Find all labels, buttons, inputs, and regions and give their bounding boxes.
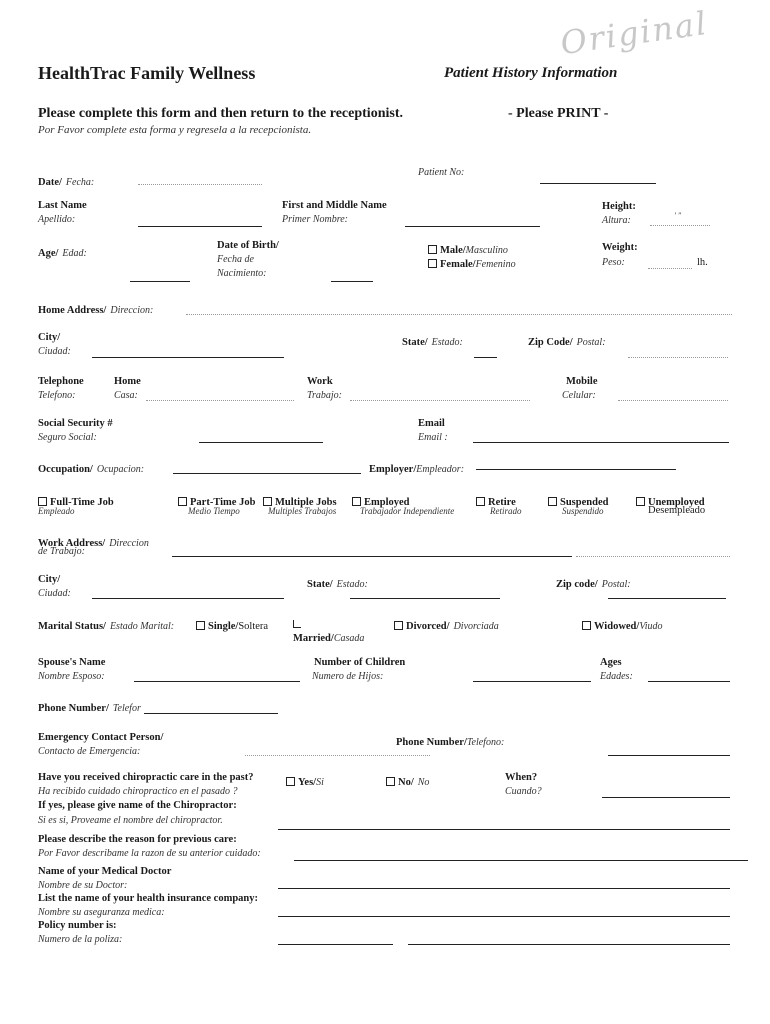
work-state-label: State/ Estado: (307, 579, 368, 590)
divorced-checkbox[interactable] (394, 621, 403, 630)
marital-single[interactable]: Single/Soltera (196, 616, 268, 634)
widowed-checkbox[interactable] (582, 621, 591, 630)
ssn-field[interactable] (199, 442, 323, 443)
doctor-label-es: Nombre de su Doctor: (38, 880, 128, 891)
employment-self-employed-es: Trabajador Independiente (360, 506, 455, 516)
first-name-label: First and Middle Name (282, 200, 387, 211)
chiro-yes-checkbox[interactable] (286, 777, 295, 786)
occupation-field[interactable] (173, 473, 361, 474)
work-city-field[interactable] (92, 598, 284, 599)
weight-unit: lh. (697, 257, 708, 268)
work-phone-field[interactable] (350, 400, 530, 401)
work-address-label: Work Address/ Direccion (38, 538, 149, 549)
children-field[interactable] (473, 681, 591, 682)
employment-retire[interactable]: Retire (476, 492, 516, 510)
patient-no-field[interactable] (540, 183, 656, 184)
insurance-field[interactable] (278, 916, 730, 917)
emergency-contact-label-es: Contacto de Emergencia: (38, 746, 141, 757)
clinic-name: HealthTrac Family Wellness (38, 63, 256, 83)
height-field[interactable] (650, 225, 710, 226)
chiro-when-field[interactable] (602, 797, 730, 798)
insurance-label: List the name of your health insurance company: (38, 893, 259, 904)
date-field[interactable] (138, 184, 262, 185)
instruction-es: Por Favor complete esta forma y regresela a la recepcionista. (38, 124, 312, 136)
children-label: Number of Children (314, 657, 406, 668)
work-phone-label-es: Trabajo: (307, 390, 343, 401)
insurance-label-es: Nombre su aseguranza medica: (38, 907, 165, 918)
employment-part-time[interactable]: Part-Time Job (178, 492, 255, 510)
mobile-label-es: Celular: (562, 390, 596, 401)
employment-unemployed-es: Desempleado (648, 505, 706, 516)
work-state-field[interactable] (350, 598, 500, 599)
occupation-label: Occupation/ Ocupacion: (38, 464, 145, 475)
emergency-contact-label: Emergency Contact Person/ (38, 732, 164, 743)
work-city-label-es: Ciudad: (38, 588, 71, 599)
work-address-label-es: de Trabajo: (38, 546, 85, 557)
dob-label: Date of Birth/ (217, 240, 279, 251)
age-field[interactable] (130, 281, 190, 282)
phone-number-field[interactable] (144, 713, 278, 714)
married-checkbox[interactable] (293, 620, 301, 628)
patient-no-label: Patient No: (418, 167, 465, 178)
zip-label: Zip Code/ Postal: (528, 337, 606, 348)
age-label: Age/ Edad: (38, 248, 87, 259)
chiro-reason-field[interactable] (294, 860, 748, 861)
ages-field[interactable] (648, 681, 730, 682)
emergency-phone-label: Phone Number/Telefono: (396, 737, 505, 748)
ssn-label: Social Security # (38, 418, 113, 429)
chiro-yes[interactable]: Yes/Si (286, 772, 324, 790)
weight-label: Weight: (602, 242, 638, 253)
multiple-jobs-checkbox[interactable] (263, 497, 272, 506)
retire-checkbox[interactable] (476, 497, 485, 506)
date-label: Date/ Fecha: (38, 177, 95, 188)
height-label: Height: (602, 201, 636, 212)
form-title: Patient History Information (444, 65, 618, 81)
chiro-question-es: Ha recibido cuidado chiropractico en el pasado ? (38, 786, 238, 797)
spouse-field[interactable] (134, 681, 300, 682)
part-time-checkbox[interactable] (178, 497, 187, 506)
last-name-label: Last Name (38, 200, 87, 211)
female-option[interactable]: Female/Femenino (428, 254, 516, 272)
chiro-reason-label: Please describe the reason for previous care: (38, 834, 237, 845)
chiro-when-label-es: Cuando? (505, 786, 542, 797)
home-phone-label-es: Casa: (114, 390, 138, 401)
email-label-es: Email : (418, 432, 448, 443)
last-name-field[interactable] (138, 226, 262, 227)
weight-label-es: Peso: (602, 257, 625, 268)
male-option[interactable]: Male/Masculino (428, 240, 508, 258)
employment-self-employed[interactable]: Employed (352, 492, 410, 510)
ages-label-es: Edades: (600, 671, 633, 682)
dob-field[interactable] (331, 281, 373, 282)
emergency-phone-field[interactable] (608, 755, 730, 756)
employment-multiple[interactable]: Multiple Jobs (263, 492, 337, 510)
original-stamp: Original (558, 3, 711, 63)
employment-multiple-es: Multiples Trabajos (268, 506, 337, 516)
email-field[interactable] (473, 442, 729, 443)
policy-field-2[interactable] (408, 944, 730, 945)
home-address-label: Home Address/ Direccion: (38, 305, 154, 316)
female-checkbox[interactable] (428, 259, 437, 268)
chiro-name-label: If yes, please give name of the Chiropractor: (38, 800, 237, 811)
policy-label: Policy number is: (38, 920, 117, 931)
zip-field[interactable] (628, 357, 728, 358)
full-time-checkbox[interactable] (38, 497, 47, 506)
ssn-label-es: Seguro Social: (38, 432, 97, 443)
marital-widowed[interactable]: Widowed/Viudo (582, 616, 662, 634)
employment-full-time-es: Empleado (38, 506, 75, 516)
chiro-no[interactable]: No/ No (386, 772, 429, 790)
male-checkbox[interactable] (428, 245, 437, 254)
doctor-field[interactable] (278, 888, 730, 889)
last-name-label-es: Apellido: (38, 214, 76, 225)
instruction: Please complete this form and then return to the receptionist. (38, 106, 403, 121)
weight-field[interactable] (648, 268, 692, 269)
spouse-label-es: Nombre Esposo: (38, 671, 105, 682)
telephone-label-es: Telefono: (38, 390, 76, 401)
unemployed-checkbox[interactable] (636, 497, 645, 506)
employment-retire-es: Retirado (490, 506, 522, 516)
phone-number-label: Phone Number/ Telefor (38, 703, 141, 714)
marital-married: Married/Casada (293, 633, 365, 644)
email-label: Email (418, 418, 445, 429)
chiro-reason-label-es: Por Favor describame la razon de su anterior cuidado: (38, 848, 261, 859)
employment-suspended-es: Suspendido (562, 506, 604, 516)
telephone-label: Telephone (38, 376, 84, 387)
home-phone-label: Home (114, 376, 141, 387)
chiro-when-label: When? (505, 772, 538, 783)
home-address-field[interactable] (186, 314, 732, 315)
dob-label-es-2: Nacimiento: (217, 268, 267, 279)
state-field[interactable] (474, 357, 497, 358)
first-name-field[interactable] (405, 226, 540, 227)
work-phone-label: Work (307, 376, 333, 387)
work-city-label: City/ (38, 574, 61, 585)
chiro-name-label-es: Si es si, Proveame el nombre del chiropractor. (38, 815, 223, 826)
employment-full-time[interactable]: Full-Time Job (38, 492, 114, 510)
dob-label-es-1: Fecha de (217, 254, 254, 265)
doctor-label: Name of your Medical Doctor (38, 866, 172, 877)
marital-divorced[interactable]: Divorced/ Divorciada (394, 616, 499, 634)
spouse-label: Spouse's Name (38, 657, 106, 668)
chiro-name-field[interactable] (278, 829, 730, 830)
ages-label: Ages (600, 657, 622, 668)
height-label-es: Altura: (602, 215, 631, 226)
emergency-contact-field[interactable] (245, 755, 430, 756)
employment-unemployed[interactable]: Unemployed (636, 492, 705, 510)
marital-label: Marital Status/ Estado Marital: (38, 621, 175, 632)
first-name-label-es: Primer Nombre: (282, 214, 349, 225)
chiro-question: Have you received chiropractic care in the past? (38, 772, 254, 783)
employer-label: Employer/Empleador: (369, 464, 465, 475)
employment-suspended[interactable]: Suspended (548, 492, 608, 510)
work-zip-label: Zip code/ Postal: (556, 579, 631, 590)
employed-checkbox[interactable] (352, 497, 361, 506)
suspended-checkbox[interactable] (548, 497, 557, 506)
work-zip-field[interactable] (608, 598, 726, 599)
work-address-field-2[interactable] (576, 556, 730, 557)
home-phone-field[interactable] (146, 400, 294, 401)
city-label-es: Ciudad: (38, 346, 71, 357)
employer-field[interactable] (476, 469, 676, 470)
work-address-field[interactable] (172, 556, 572, 557)
mobile-label: Mobile (566, 376, 598, 387)
employment-part-time-es: Medio Tiempo (188, 506, 240, 516)
print-note: - Please PRINT - (508, 106, 609, 121)
mobile-field[interactable] (618, 400, 728, 401)
children-label-es: Numero de Hijos: (312, 671, 384, 682)
policy-field[interactable] (278, 944, 393, 945)
chiro-no-checkbox[interactable] (386, 777, 395, 786)
state-label: State/ Estado: (402, 337, 463, 348)
single-checkbox[interactable] (196, 621, 205, 630)
policy-label-es: Numero de la poliza: (38, 934, 123, 945)
height-marks: ' " (674, 211, 682, 220)
city-label: City/ (38, 332, 61, 343)
city-field[interactable] (92, 357, 284, 358)
